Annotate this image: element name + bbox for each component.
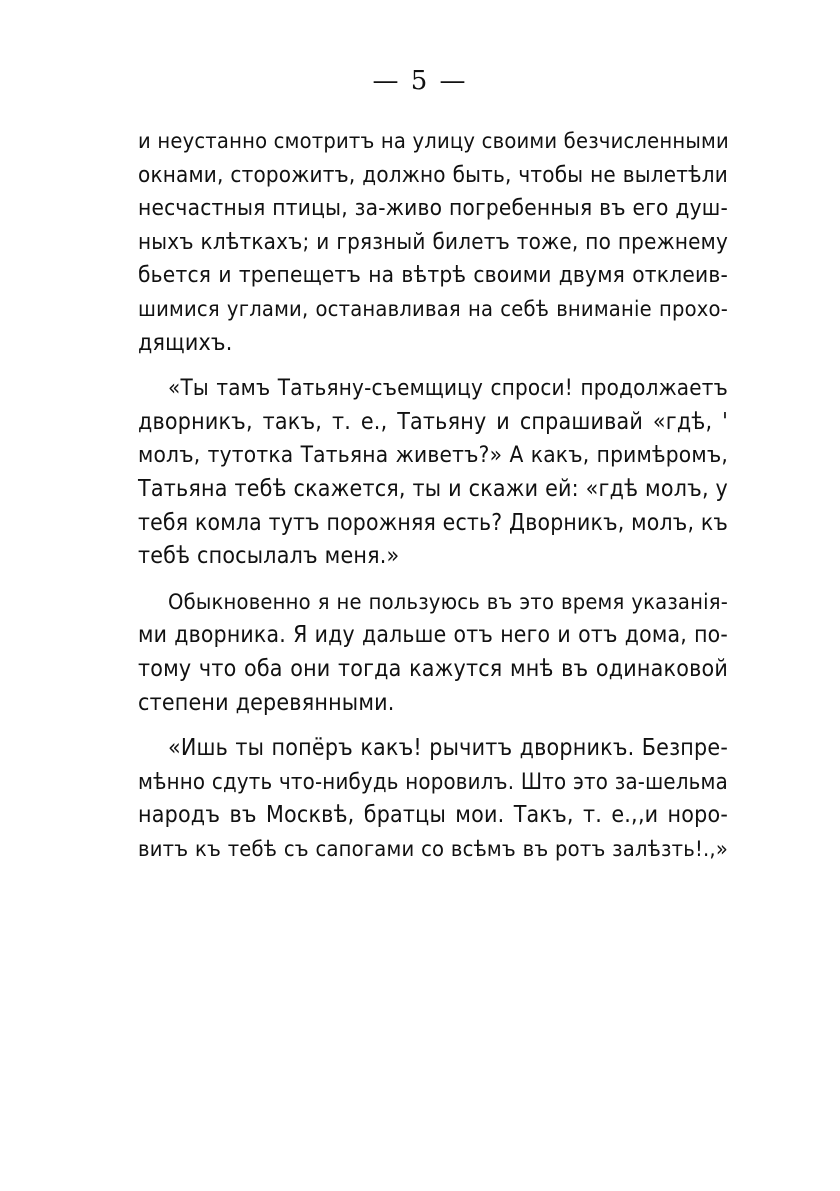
text-line: Обыкновенно я не пользуюсь въ это время указанія- (168, 589, 728, 615)
text-line: бьется и трепещетъ на вѣтрѣ своими двумя отклеив- (138, 262, 728, 289)
body-text (138, 125, 728, 866)
text-line: тебѣ спосылалъ меня.» (138, 543, 400, 570)
text-line: мѣнно сдуть что-нибудь норовилъ. Што это за-шельма (138, 769, 728, 795)
text-line: степени деревянными. (138, 689, 395, 716)
text-line: дящихъ. (138, 329, 233, 356)
text-line: народъ въ Москвѣ, братцы мои. Такъ, т. е.,‚и норо- (138, 802, 728, 829)
text-line: ми дворника. Я иду дальше отъ него и отъ дома, по- (138, 622, 728, 649)
text-line: витъ къ тебѣ съ сапогами со всѣмъ въ ротъ залѣзть!.,» (138, 836, 728, 862)
text-line: тебя комла тутъ порожняя есть? Дворникъ, молъ, къ (138, 509, 729, 536)
text-line: несчастныя птицы, за-живо погребенныя въ его душ- (138, 195, 728, 222)
text-line: молъ, тутотка Татьяна живетъ?» А какъ, примѣромъ, (138, 442, 728, 469)
text-line: окнами, сторожитъ, должно быть, чтобы не вылетѣли (138, 161, 728, 188)
text-line: дворникъ, такъ, т. е., Татьяну и спрашивай «гдѣ, ' (138, 408, 728, 435)
text-line: Татьяна тебѣ скажется, ты и скажи ей: «гдѣ молъ, у (138, 475, 728, 502)
text-line: «Ты тамъ Татьяну-съемщицу спроси! продолжаетъ (168, 375, 728, 402)
text-line: «Ишь ты попёръ какъ! рычитъ дворникъ. Безпре- (168, 735, 728, 762)
text-line: ныхъ клѣткахъ; и грязный билетъ тоже, по прежнему (138, 228, 728, 255)
text-line: шимися углами, останавливая на себѣ вниманіе прохо- (138, 296, 728, 322)
text-line: тому что оба они тогда кажутся мнѣ въ одинаковой (138, 655, 728, 682)
page-number: — 5 — (372, 66, 468, 96)
text-line: и неустанно смотритъ на улицу своими безчисленными (138, 129, 729, 154)
